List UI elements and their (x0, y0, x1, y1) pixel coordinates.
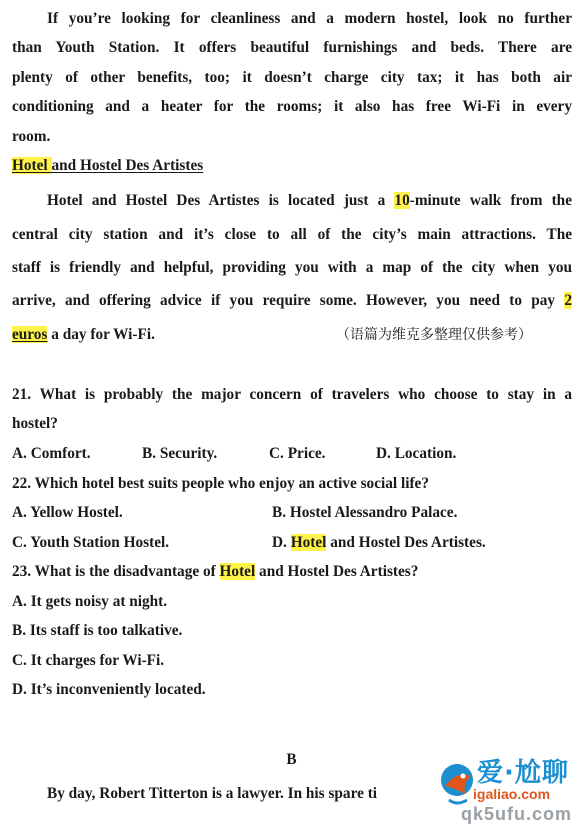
text-span: and Hostel Des Artistes? (255, 563, 419, 580)
section-b-label: B (286, 751, 297, 768)
paragraph-line: If you’re looking for cleanliness and a modern hostel, look no further (47, 10, 572, 27)
source-note: （语篇为维克多整理仅供参考） (336, 327, 532, 343)
text-span: D. (272, 534, 291, 551)
question-21-cont: hostel? (12, 415, 58, 432)
highlight-mark: 10 (394, 192, 410, 209)
option-22a: A. Yellow Hostel. (12, 504, 123, 521)
paragraph-line: central city station and it’s close to all of the city’s main attractions. The (12, 226, 572, 243)
text-span: 23. What is the disadvantage of (12, 563, 220, 580)
watermark-url: igaliao.com (473, 786, 551, 802)
watermark-title: 爱·尬聊 (477, 758, 569, 788)
text-span: -minute walk from the (409, 192, 572, 209)
highlight-mark: Hotel (290, 534, 327, 551)
text-span: a day for Wi-Fi. (47, 326, 155, 343)
highlight-mark: Hotel (12, 157, 52, 174)
site-watermark (433, 754, 583, 829)
option-21b: B. Security. (142, 445, 218, 462)
option-23b: B. Its staff is too talkative. (12, 622, 183, 639)
option-22b: B. Hostel Alessandro Palace. (272, 504, 458, 521)
text-span: and Hostel Des Artistes. (326, 534, 486, 551)
paragraph-line: room. (12, 128, 51, 145)
option-23d: D. It’s inconveniently located. (12, 681, 206, 698)
option-22c: C. Youth Station Hostel. (12, 534, 170, 551)
section-heading (12, 156, 203, 176)
option-21a: A. Comfort. (12, 445, 91, 462)
paragraph-line (12, 291, 572, 311)
text-span: arrive, and offering advice if you require some. However, you need to pay (12, 292, 565, 309)
paragraph-line: By day, Robert Titterton is a lawyer. In his spare ti (47, 785, 378, 802)
paragraph-line: staff is friendly and helpful, providing you with a map of the city when you (12, 259, 572, 276)
paragraph-line (47, 191, 572, 211)
option-21d: D. Location. (376, 445, 457, 462)
option-23a: A. It gets noisy at night. (12, 593, 168, 610)
paragraph-line: than Youth Station. It offers beautiful furnishings and beds. There are (12, 39, 572, 56)
option-23c: C. It charges for Wi-Fi. (12, 652, 165, 669)
question-21: 21. What is probably the major concern of travelers who choose to stay in a (12, 386, 572, 403)
paragraph-line (12, 325, 155, 345)
heading-text: and Hostel Des Artistes (51, 157, 204, 174)
option-21c: C. Price. (269, 445, 326, 462)
question-23 (12, 562, 418, 582)
highlight-mark: 2 (564, 292, 572, 309)
paragraph-line: conditioning and a heater for the rooms; it also has free Wi-Fi in every (12, 98, 572, 115)
highlight-mark: euros (12, 326, 48, 343)
question-22: 22. Which hotel best suits people who enjoy an active social life? (12, 475, 429, 492)
watermark-subtext: qk5ufu.com (461, 804, 573, 824)
text-span: Hotel and Hostel Des Artistes is located just a (47, 192, 395, 209)
paragraph-line: plenty of other benefits, too; it doesn’t charge city tax; it has both air (12, 69, 572, 86)
highlight-mark: Hotel (219, 563, 256, 580)
option-22d (272, 533, 486, 553)
